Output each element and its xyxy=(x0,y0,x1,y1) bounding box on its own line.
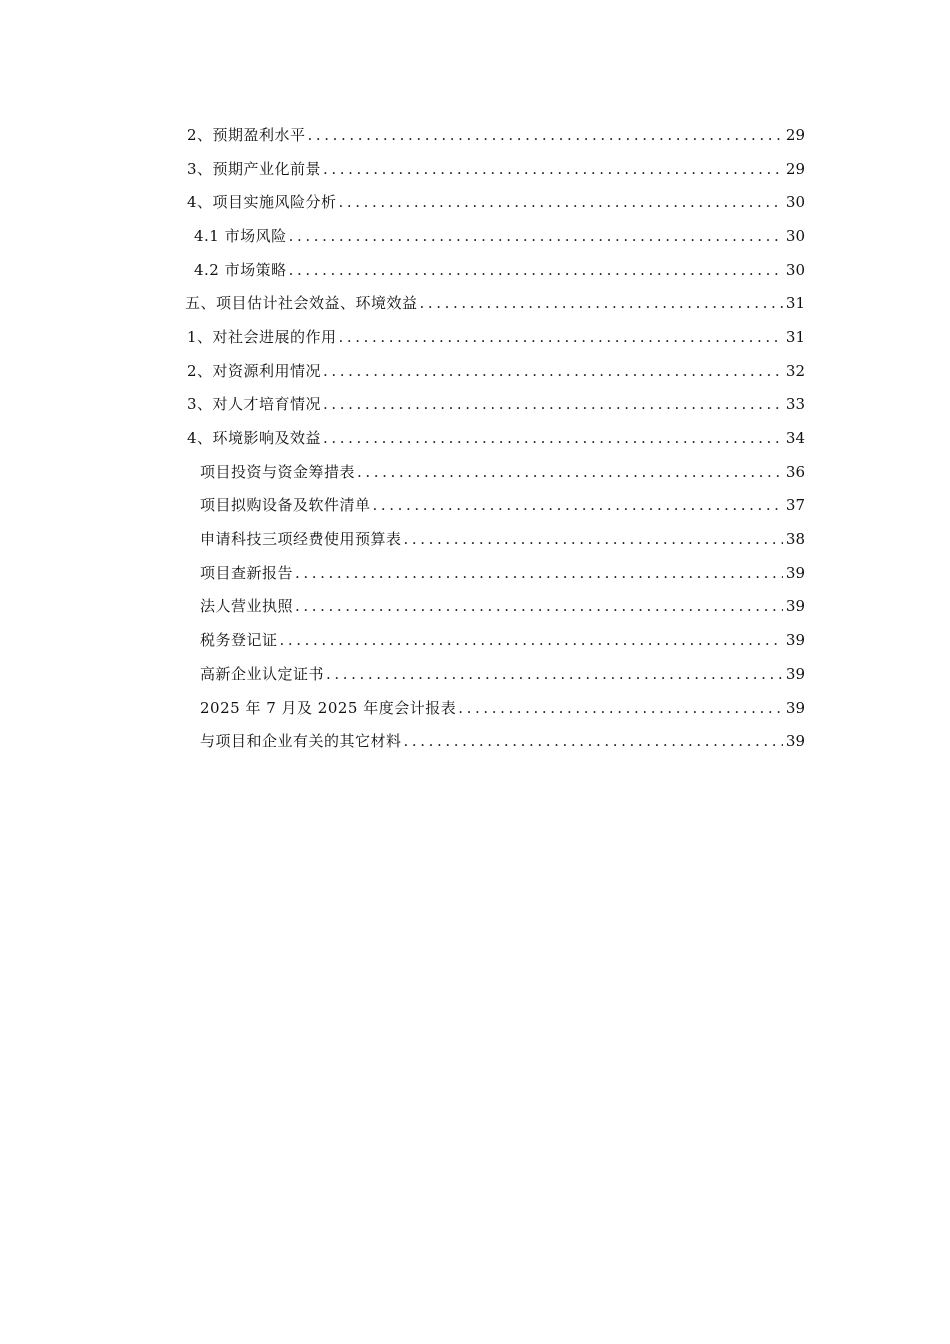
toc-entry[interactable] xyxy=(0,556,950,590)
toc-entry-label: 高新企业认定证书 xyxy=(200,664,325,683)
toc-dot-leader xyxy=(373,495,783,515)
toc-entry[interactable] xyxy=(0,354,950,388)
toc-dot-leader xyxy=(323,394,783,414)
toc-entry[interactable] xyxy=(0,253,950,287)
toc-dot-leader xyxy=(339,192,783,212)
toc-dot-leader xyxy=(323,361,783,381)
toc-entry-page: 39 xyxy=(785,563,805,582)
toc-entry-page: 37 xyxy=(785,496,805,515)
toc-entry-page: 39 xyxy=(785,664,805,683)
toc-dot-leader xyxy=(289,226,783,246)
toc-dot-leader xyxy=(458,698,783,718)
toc-entry[interactable] xyxy=(0,421,950,455)
toc-entry-page: 31 xyxy=(785,294,805,313)
toc-entry-page: 38 xyxy=(785,530,805,549)
toc-entry-page: 30 xyxy=(785,193,805,212)
toc-entry[interactable] xyxy=(0,724,950,758)
toc-entry[interactable] xyxy=(0,388,950,422)
toc-entry-page: 30 xyxy=(785,226,805,245)
toc-entry-page: 29 xyxy=(785,159,805,178)
toc-entry-label: 3、预期产业化前景 xyxy=(187,159,322,178)
toc-entry-label: 法人营业执照 xyxy=(200,597,294,616)
toc-entry[interactable] xyxy=(0,657,950,691)
toc-entry-label: 3、对人才培育情况 xyxy=(187,395,322,414)
toc-dot-leader xyxy=(326,664,783,684)
toc-entry-page: 31 xyxy=(785,327,805,346)
toc-entry[interactable] xyxy=(0,118,950,152)
toc-entry-label: 申请科技三项经费使用预算表 xyxy=(200,530,402,549)
toc-entry-page: 34 xyxy=(785,429,805,448)
toc-entry-label: 2、对资源利用情况 xyxy=(187,361,322,380)
toc-entry[interactable] xyxy=(0,320,950,354)
toc-entry-label: 五、项目估计社会效益、环境效益 xyxy=(185,294,418,313)
toc-entry-page: 30 xyxy=(785,260,805,279)
toc-dot-leader xyxy=(323,159,783,179)
toc-entry-label: 2025 年 7 月及 2025 年度会计报表 xyxy=(200,698,457,717)
toc-dot-leader xyxy=(339,327,783,347)
table-of-contents xyxy=(0,118,950,758)
toc-entry-page: 33 xyxy=(785,395,805,414)
toc-dot-leader xyxy=(295,563,783,583)
toc-dot-leader xyxy=(289,260,783,280)
toc-dot-leader xyxy=(404,731,783,751)
toc-dot-leader xyxy=(357,462,783,482)
toc-entry-label: 税务登记证 xyxy=(200,631,278,650)
toc-dot-leader xyxy=(404,529,783,549)
toc-entry[interactable] xyxy=(0,455,950,489)
toc-entry-label: 项目拟购设备及软件清单 xyxy=(200,496,371,515)
toc-entry[interactable] xyxy=(0,286,950,320)
toc-entry-label: 项目投资与资金筹措表 xyxy=(200,462,356,481)
toc-dot-leader xyxy=(308,125,783,145)
toc-entry-label: 4、项目实施风险分析 xyxy=(187,193,337,212)
toc-entry-label: 4、环境影响及效益 xyxy=(187,429,322,448)
toc-dot-leader xyxy=(420,293,783,313)
toc-dot-leader xyxy=(323,428,783,448)
toc-entry[interactable] xyxy=(0,185,950,219)
toc-entry[interactable] xyxy=(0,522,950,556)
toc-entry-label: 与项目和企业有关的其它材料 xyxy=(200,732,402,751)
toc-dot-leader xyxy=(280,630,783,650)
toc-entry-label: 项目查新报告 xyxy=(200,563,294,582)
toc-entry[interactable] xyxy=(0,590,950,624)
toc-dot-leader xyxy=(295,596,783,616)
toc-entry-label: 2、预期盈利水平 xyxy=(187,125,306,144)
toc-entry-page: 39 xyxy=(785,732,805,751)
toc-entry[interactable] xyxy=(0,489,950,523)
toc-entry-page: 39 xyxy=(785,631,805,650)
toc-entry[interactable] xyxy=(0,152,950,186)
toc-entry-page: 39 xyxy=(785,597,805,616)
toc-entry-label: 4.1 市场风险 xyxy=(194,226,287,245)
toc-entry-page: 39 xyxy=(785,698,805,717)
toc-entry-page: 29 xyxy=(785,125,805,144)
toc-entry[interactable] xyxy=(0,219,950,253)
toc-entry-page: 36 xyxy=(785,462,805,481)
toc-entry[interactable] xyxy=(0,691,950,725)
toc-entry-label: 1、对社会进展的作用 xyxy=(187,327,337,346)
toc-entry-page: 32 xyxy=(785,361,805,380)
toc-entry[interactable] xyxy=(0,623,950,657)
toc-entry-label: 4.2 市场策略 xyxy=(194,260,287,279)
